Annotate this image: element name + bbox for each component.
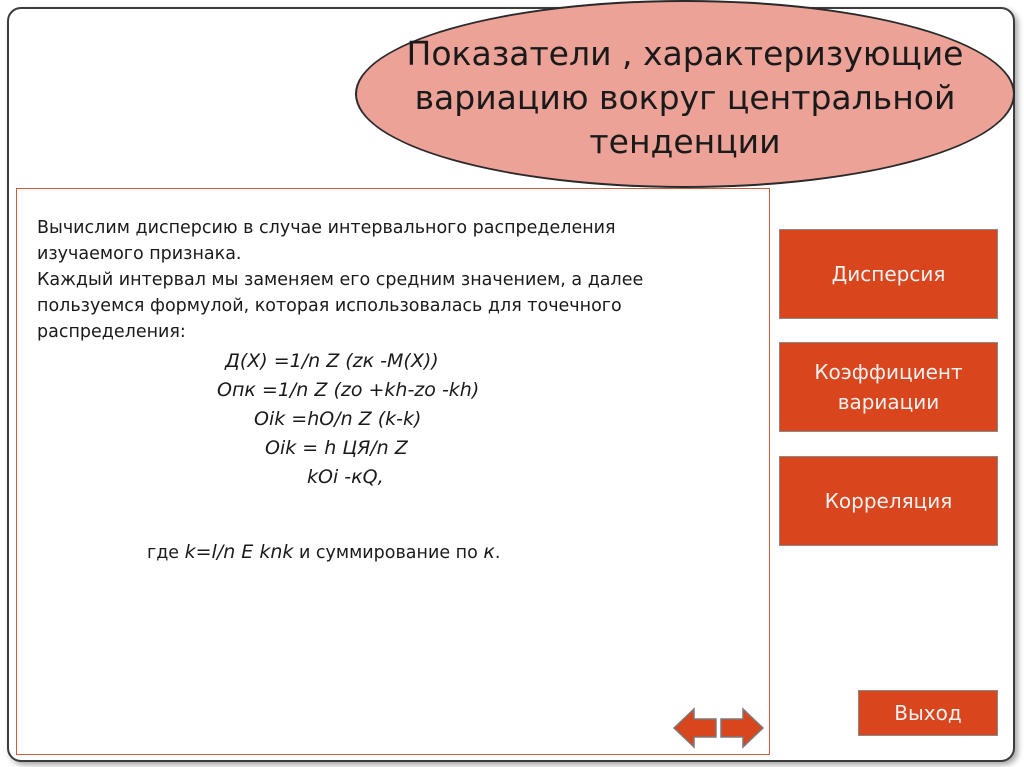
correlation-button[interactable] xyxy=(779,456,998,546)
content-paragraph-1: Вычислим дисперсию в случае интервального распределения изучаемого признака. xyxy=(37,218,616,264)
formula-4: Oik = h ЦЯ/n Z xyxy=(265,437,408,459)
dispersion-button[interactable] xyxy=(779,229,998,319)
page-title: Показатели , характеризующие вариацию вокруг центральной тенденции xyxy=(406,34,964,161)
where-line xyxy=(147,541,500,563)
arrow-left-shape xyxy=(674,709,716,747)
where-var: к xyxy=(483,541,495,563)
where-suffix: и суммирование по xyxy=(293,543,484,563)
content-text xyxy=(37,215,657,345)
content-paragraph-2: Каждый интервал мы заменяем его средним значением, а далее пользуемся формулой, которая использовалась для точечного распределения: xyxy=(37,270,644,342)
formula-5: kOi -кQ, xyxy=(307,466,384,488)
arrow-right-shape xyxy=(721,709,763,747)
variation-coefficient-button-label: Коэффициент вариации xyxy=(814,360,963,414)
where-prefix: где xyxy=(147,543,185,563)
correlation-button-label: Корреляция xyxy=(824,489,953,513)
variation-coefficient-button[interactable] xyxy=(779,342,998,432)
arrow-left-icon[interactable] xyxy=(672,706,718,750)
title-banner xyxy=(355,0,1015,188)
content-panel xyxy=(16,188,770,755)
where-formula: k=l/n E knk xyxy=(184,541,294,563)
dispersion-button-label: Дисперсия xyxy=(831,262,946,286)
exit-button-label: Выход xyxy=(894,701,962,725)
exit-button[interactable] xyxy=(858,690,998,736)
formula-2: Опк =1/n Z (zo +kh-zo -kh) xyxy=(217,379,480,401)
formula-3: Oik =hO/n Z (k-k) xyxy=(254,408,422,430)
arrow-right-icon[interactable] xyxy=(719,706,765,750)
formula-dispersion: Д(X) =1/n Z (zк -M(X)) xyxy=(225,350,439,372)
where-end: . xyxy=(494,543,501,563)
